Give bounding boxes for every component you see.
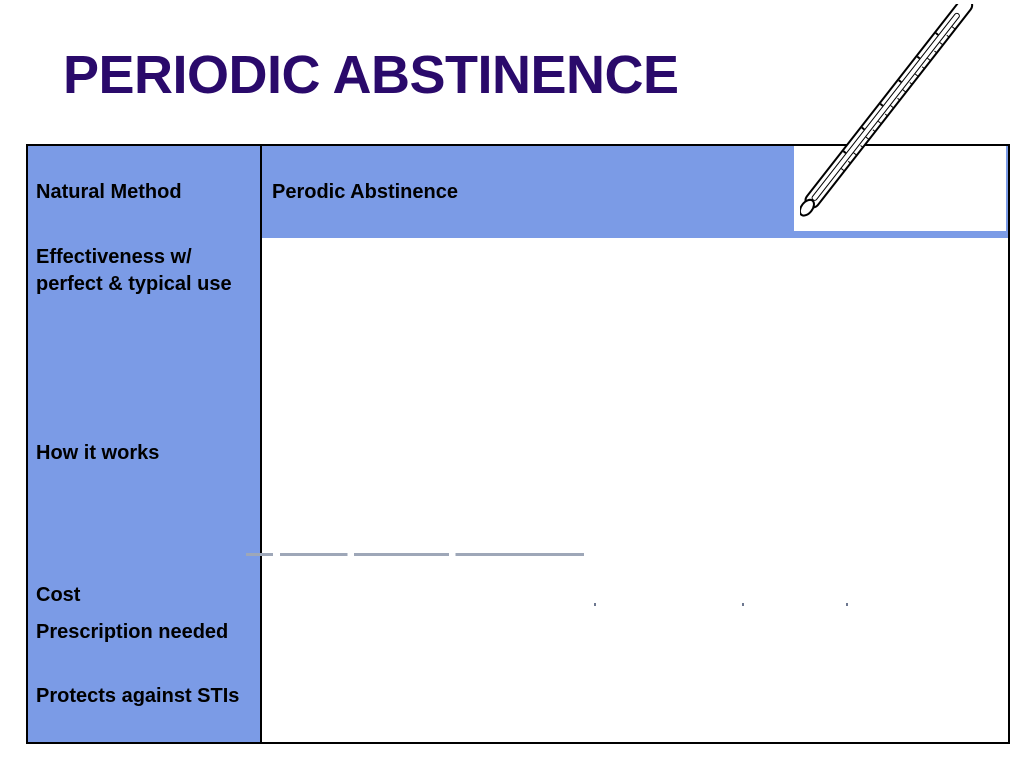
slide-title: PERIODIC ABSTINENCE (63, 45, 679, 105)
table-row (28, 330, 1010, 577)
method-table (26, 144, 1010, 744)
thermometer-icon (800, 4, 1000, 220)
row-value-how-it-works (262, 330, 1010, 576)
row-label-effectiveness: Effectiveness w/ perfect & typical use (28, 238, 262, 330)
row-label-sti: Protects against STIs (28, 677, 262, 742)
row-value-sti (262, 677, 1010, 742)
row-label-cost: Cost (28, 576, 262, 613)
clipped-text-artifact (246, 553, 586, 567)
row-value-cost (262, 576, 1010, 613)
row-value-prescription (262, 613, 1010, 677)
header-value-cell: Perodic Abstinence (262, 146, 1010, 238)
header-label-cell: Natural Method (28, 146, 262, 238)
table-row (28, 576, 1010, 614)
row-label-how-it-works: How it works (28, 330, 262, 576)
table-row (28, 238, 1010, 331)
row-label-prescription: Prescription needed (28, 613, 262, 677)
table-row (28, 677, 1010, 742)
table-row (28, 613, 1010, 678)
row-value-effectiveness (262, 238, 1010, 330)
